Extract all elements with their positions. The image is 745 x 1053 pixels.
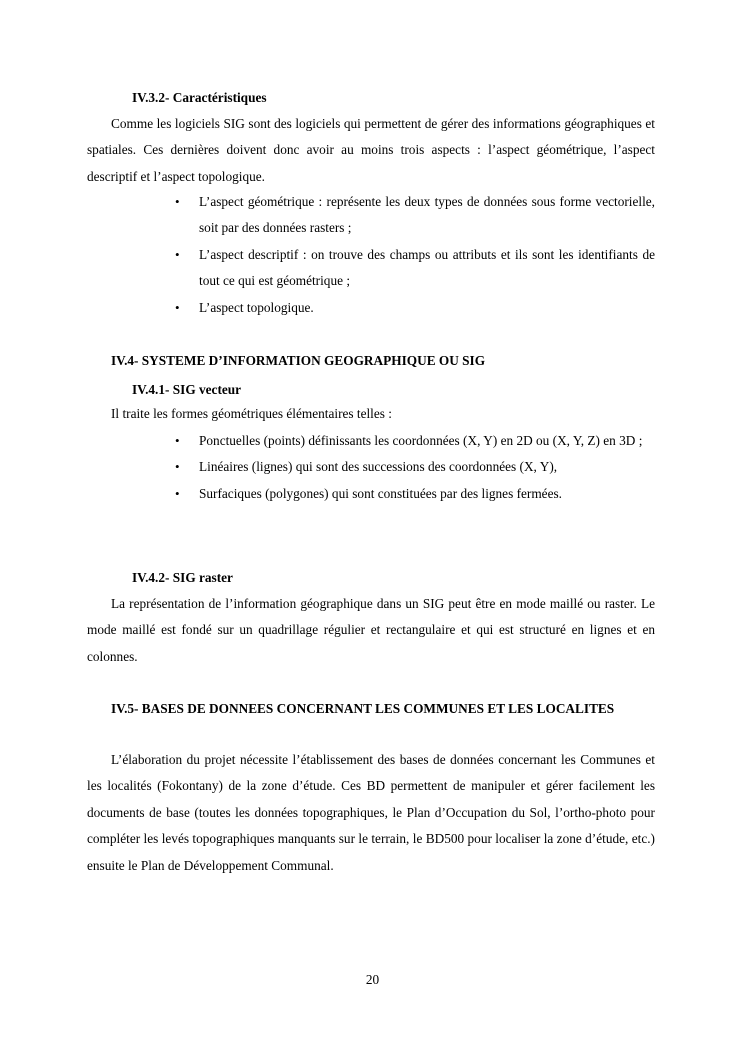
heading-iv-3-2: IV.3.2- Caractéristiques	[132, 90, 267, 105]
list-aspects	[0, 189, 745, 321]
bullet-icon: •	[175, 299, 180, 315]
bullet-icon: •	[175, 246, 180, 262]
list-item: • Ponctuelles (points) définissants les coordonnées (X, Y) en 2D ou (X, Y, Z) en 3D ;	[199, 428, 655, 454]
bullet-icon: •	[175, 485, 180, 501]
heading-iv-4-2: IV.4.2- SIG raster	[132, 570, 233, 585]
list-item: • Linéaires (lignes) qui sont des successions des coordonnées (X, Y),	[199, 454, 655, 480]
list-item: • L’aspect descriptif : on trouve des champs ou attributs et ils sont les identifiants de tout ce qui est géométrique ;	[199, 242, 655, 295]
list-item: • L’aspect géométrique : représente les deux types de données sous forme vectorielle, soit par des données rasters ;	[199, 189, 655, 242]
heading-iv-4-1: IV.4.1- SIG vecteur	[132, 382, 242, 397]
paragraph-bases-de-donnees: L’élaboration du projet nécessite l’établissement des bases de données concernant les Communes et les localités (Fokontany) de la zone d’étude. Ces BD permettent de manipuler et gérer facilement les documents de base (toutes les données topographiques, le Plan d’Occupation du Sol, l’ortho-photo pour compléter les levés topographiques manquants sur le terrain, le BD500 pour localiser la zone d’étude, etc.) ensuite le Plan de Développement Communal.	[87, 752, 655, 873]
page-number: 20	[365, 972, 380, 987]
paragraph-sig-vecteur-intro: Il traite les formes géométriques élémentaires telles :	[111, 406, 392, 421]
paragraph-sig-raster: La représentation de l’information géographique dans un SIG peut être en mode maillé ou raster. Le mode maillé est fondé sur un quadrillage régulier et rectangulaire et qui est structuré en lignes et en colonnes.	[87, 596, 655, 664]
bullet-icon: •	[175, 459, 180, 475]
list-formes-geometriques	[0, 428, 745, 507]
bullet-icon: •	[175, 194, 180, 209]
paragraph-caracteristiques: Comme les logiciels SIG sont des logiciels qui permettent de gérer des informations géographiques et spatiales. Ces dernières doivent donc avoir au moins trois aspects : l’aspect géométrique, l’aspect descriptif et l’aspect topologique.	[87, 116, 655, 184]
bullet-icon: •	[175, 433, 180, 448]
list-item: • Surfaciques (polygones) qui sont constituées par des lignes fermées.	[199, 481, 655, 507]
heading-iv-5: IV.5- BASES DE DONNEES CONCERNANT LES COMMUNES ET LES LOCALITES	[111, 701, 615, 716]
heading-iv-4: IV.4- SYSTEME D’INFORMATION GEOGRAPHIQUE OU SIG	[111, 353, 486, 368]
list-item: • L’aspect topologique.	[199, 295, 655, 321]
